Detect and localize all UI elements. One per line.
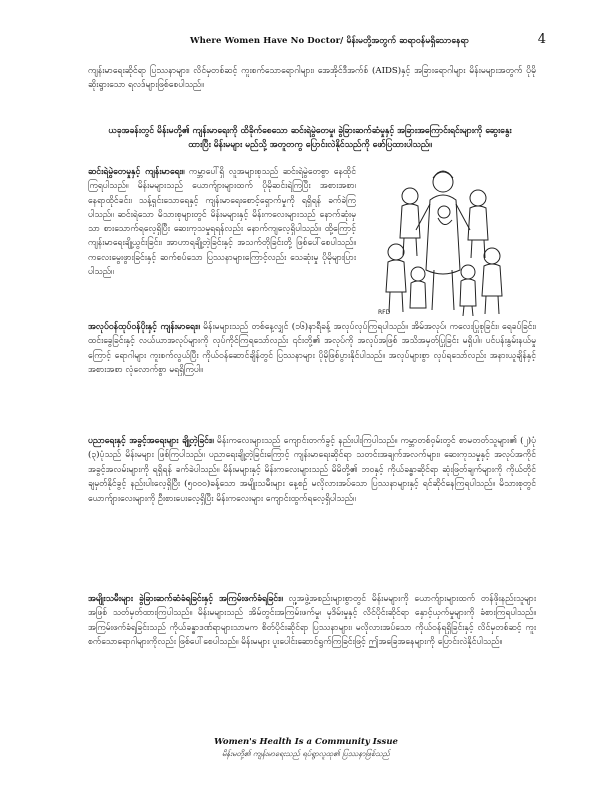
paragraph-violence-heading: အမျိုးသမီးများ ခွဲခြားဆက်ဆံခံရခြင်းနှင့် အကြမ်းဖက်ခံရခြင်း။ [88,594,283,604]
paragraph-poverty-text: ကမ္ဘာပေါ်ရှိ လူအများစုသည် ဆင်းရဲမွဲတေစွာ နေထိုင်ကြရပါသည်။ မိန်းမများသည် ယောက်ျားများထက် ပိုမိုဆင်းရဲကြပြီး အစားအစာ၊ နေရာထိုင်ခင်း၊ သန့်ရှင်းသောရေနှင့် ကျန်းမာရေးစောင့်ရှောက်မှုကို ရရှိရန် ခက်ခဲကြပါသည်။ ဆင်းရဲသော မိသားစုများတွင် မိန်းမများနှင့် မိန်းကလေးများသည် နောက်ဆုံးမှသာ စားသောက်ရလေ့ရှိပြီး ဆေးကုသမှုရရန်လည်း နောက်ကျလေ့ရှိပါသည်။ ထို့ကြောင့် ကျန်းမာရေးချို့ယွင်းခြင်း၊ အာဟာရချို့တဲ့ခြင်းနှင့် အသက်တိုခြင်းတို့ ဖြစ်ပေါ်စေပါသည်။ ကလေးမွေးဖွားခြင်းနှင့် ဆက်စပ်သော ပြဿနာများကြောင့်လည်း သေဆုံးမှု ပိုမိုများပြားပါသည်။ [88,167,356,278]
paragraph-poverty-heading: ဆင်းရဲမွဲတေမှုနှင့် ကျန်းမာရေး။ [88,167,185,177]
paragraph-poverty [88,165,356,279]
page-footer [0,737,612,760]
illustration-signature: RFD [378,309,391,316]
running-header-title: Where Women Have No Doctor/ မိန်းမတို့အတွက် ဆရာဝန်မရှိသောနေရာ [190,36,469,46]
paragraph-workload [88,320,536,378]
paragraph-workload-heading: အလုပ်ဝန်ထုပ်ဝန်ပိုးနှင့် ကျန်းမာရေး။ [88,322,200,332]
paragraph-education [88,434,536,506]
paragraph-violence [88,592,536,650]
women-and-children-illustration [368,160,518,318]
paragraph-intro: ကျန်းမာရေးဆိုင်ရာ ပြဿနာများ၊ လိင်မှတစ်ဆင့် ကူးစက်သောရောဂါများ၊ အေအိုင်ဒီအက်စ် (AIDS)နှင့် အခြားရောဂါများ မိန်းမများအတွက် ပိုမိုဆိုးရွားသော ရလဒ်များဖြစ်စေပါသည်။ [88,66,536,91]
paragraph-workload-text: မိန်းမများသည် တစ်နေ့လျှင် (၁၆)နာရီခန့် အလုပ်လုပ်ကြရပါသည်။ အိမ်အလုပ်၊ ကလေးပြုစုခြင်း၊ ရေခပ်ခြင်း၊ ထင်းခွေခြင်းနှင့် လယ်ယာအလုပ်များကို လုပ်ကိုင်ကြရသော်လည်း ၎င်းတို့၏ အလုပ်ကို အလုပ်အဖြစ် အသိအမှတ်ပြုခြင်း မရှိပါ။ ပင်ပန်းနွမ်းနယ်မှုကြောင့် ရောဂါများ ကူးစက်လွယ်ပြီး ကိုယ်ဝန်ဆောင်ချိန်တွင် ပြဿနာများ ပိုမိုဖြစ်ပွားနိုင်ပါသည်။ အလုပ်များစွာ လုပ်ရသော်လည်း အနားယူချိန်နှင့် အစားအစာ လုံလောက်စွာ မရရှိကြပါ။ [88,322,536,376]
footer-title: Women's Health Is a Community Issue [214,737,398,747]
callout-summary: ယခုအခန်းတွင် မိန်းမတို့၏ ကျန်းမာရေးကို ထိခိုက်စေသော ဆင်းရဲမွဲတေမှု၊ ခွဲခြားဆက်ဆံမှုနှင့် အခြားအကြောင်းရင်းများကို ဆွေးနွေးထားပြီး မိန်းမများ မည်သို့ အတူတကွ ပြောင်းလဲနိုင်သည်ကို ဖော်ပြထားပါသည်။ [108,126,512,151]
paragraph-education-text: မိန်းကလေးများသည် ကျောင်းတက်ခွင့် နည်းပါးကြပါသည်။ ကမ္ဘာတစ်ဝှမ်းတွင် စာမတတ်သူများ၏ (၂)ပုံ (၃)ပုံသည် မိန်းမများ ဖြစ်ကြပါသည်။ ပညာရေးချို့တဲ့ခြင်းကြောင့် ကျန်းမာရေးဆိုင်ရာ သတင်းအချက်အလက်များ၊ ဆေးကုသမှုနှင့် အလုပ်အကိုင်အခွင့်အလမ်းများကို ရရှိရန် ခက်ခဲပါသည်။ မိန်းမများနှင့် မိန်းကလေးများသည် မိမိတို့၏ ဘဝနှင့် ကိုယ်ခန္ဓာဆိုင်ရာ ဆုံးဖြတ်ချက်များကို ကိုယ်တိုင် ချမှတ်နိုင်ခွင့် နည်းပါးလေ့ရှိပြီး (၅၀၀၀)ခန့်သော အမျိုးသမီးများ နေ့စဉ် မလိုလားအပ်သော ပြဿနာများနှင့် ရင်ဆိုင်နေကြရပါသည်။ မိသားစုတွင် ယောက်ျားလေးများကို ဦးစားပေးလေ့ရှိပြီး မိန်းကလေးများ ကျောင်းထွက်ရလေ့ရှိပါသည်။ [88,436,537,504]
page-header [0,34,612,54]
paragraph-violence-text: လူ့အဖွဲ့အစည်းများစွာတွင် မိန်းမများကို ယောက်ျားများထက် တန်ဖိုးနည်းသူများအဖြစ် သတ်မှတ်ထားကြပါသည်။ မိန်းမများသည် အိမ်တွင်းအကြမ်းဖက်မှု၊ မုဒိမ်းမှုနှင့် လိင်ပိုင်းဆိုင်ရာ နှောင့်ယှက်မှုများကို ခံစားကြရပါသည်။ အကြမ်းဖက်ခံရခြင်းသည် ကိုယ်ခန္ဓာဒဏ်ရာများသာမက စိတ်ပိုင်းဆိုင်ရာ ပြဿနာများ၊ မလိုလားအပ်သော ကိုယ်ဝန်ရရှိခြင်းနှင့် လိင်မှတစ်ဆင့် ကူးစက်သောရောဂါများကိုလည်း ဖြစ်ပေါ်စေပါသည်။ မိန်းမများ ပူးပေါင်းဆောင်ရွက်ကြခြင်းဖြင့် ဤအခြေအနေများကို ပြောင်းလဲနိုင်ပါသည်။ [88,594,537,648]
footer-subtitle: မိန်းမတို့၏ ကျန်းမာရေးသည် ရပ်ရွာလူထု၏ ပြဿနာဖြစ်သည် [221,749,391,758]
page-number: 4 [537,32,546,47]
paragraph-education-heading: ပညာရေးနှင့် အခွင့်အရေးများ ချို့တဲ့ခြင်း။ [88,436,214,446]
